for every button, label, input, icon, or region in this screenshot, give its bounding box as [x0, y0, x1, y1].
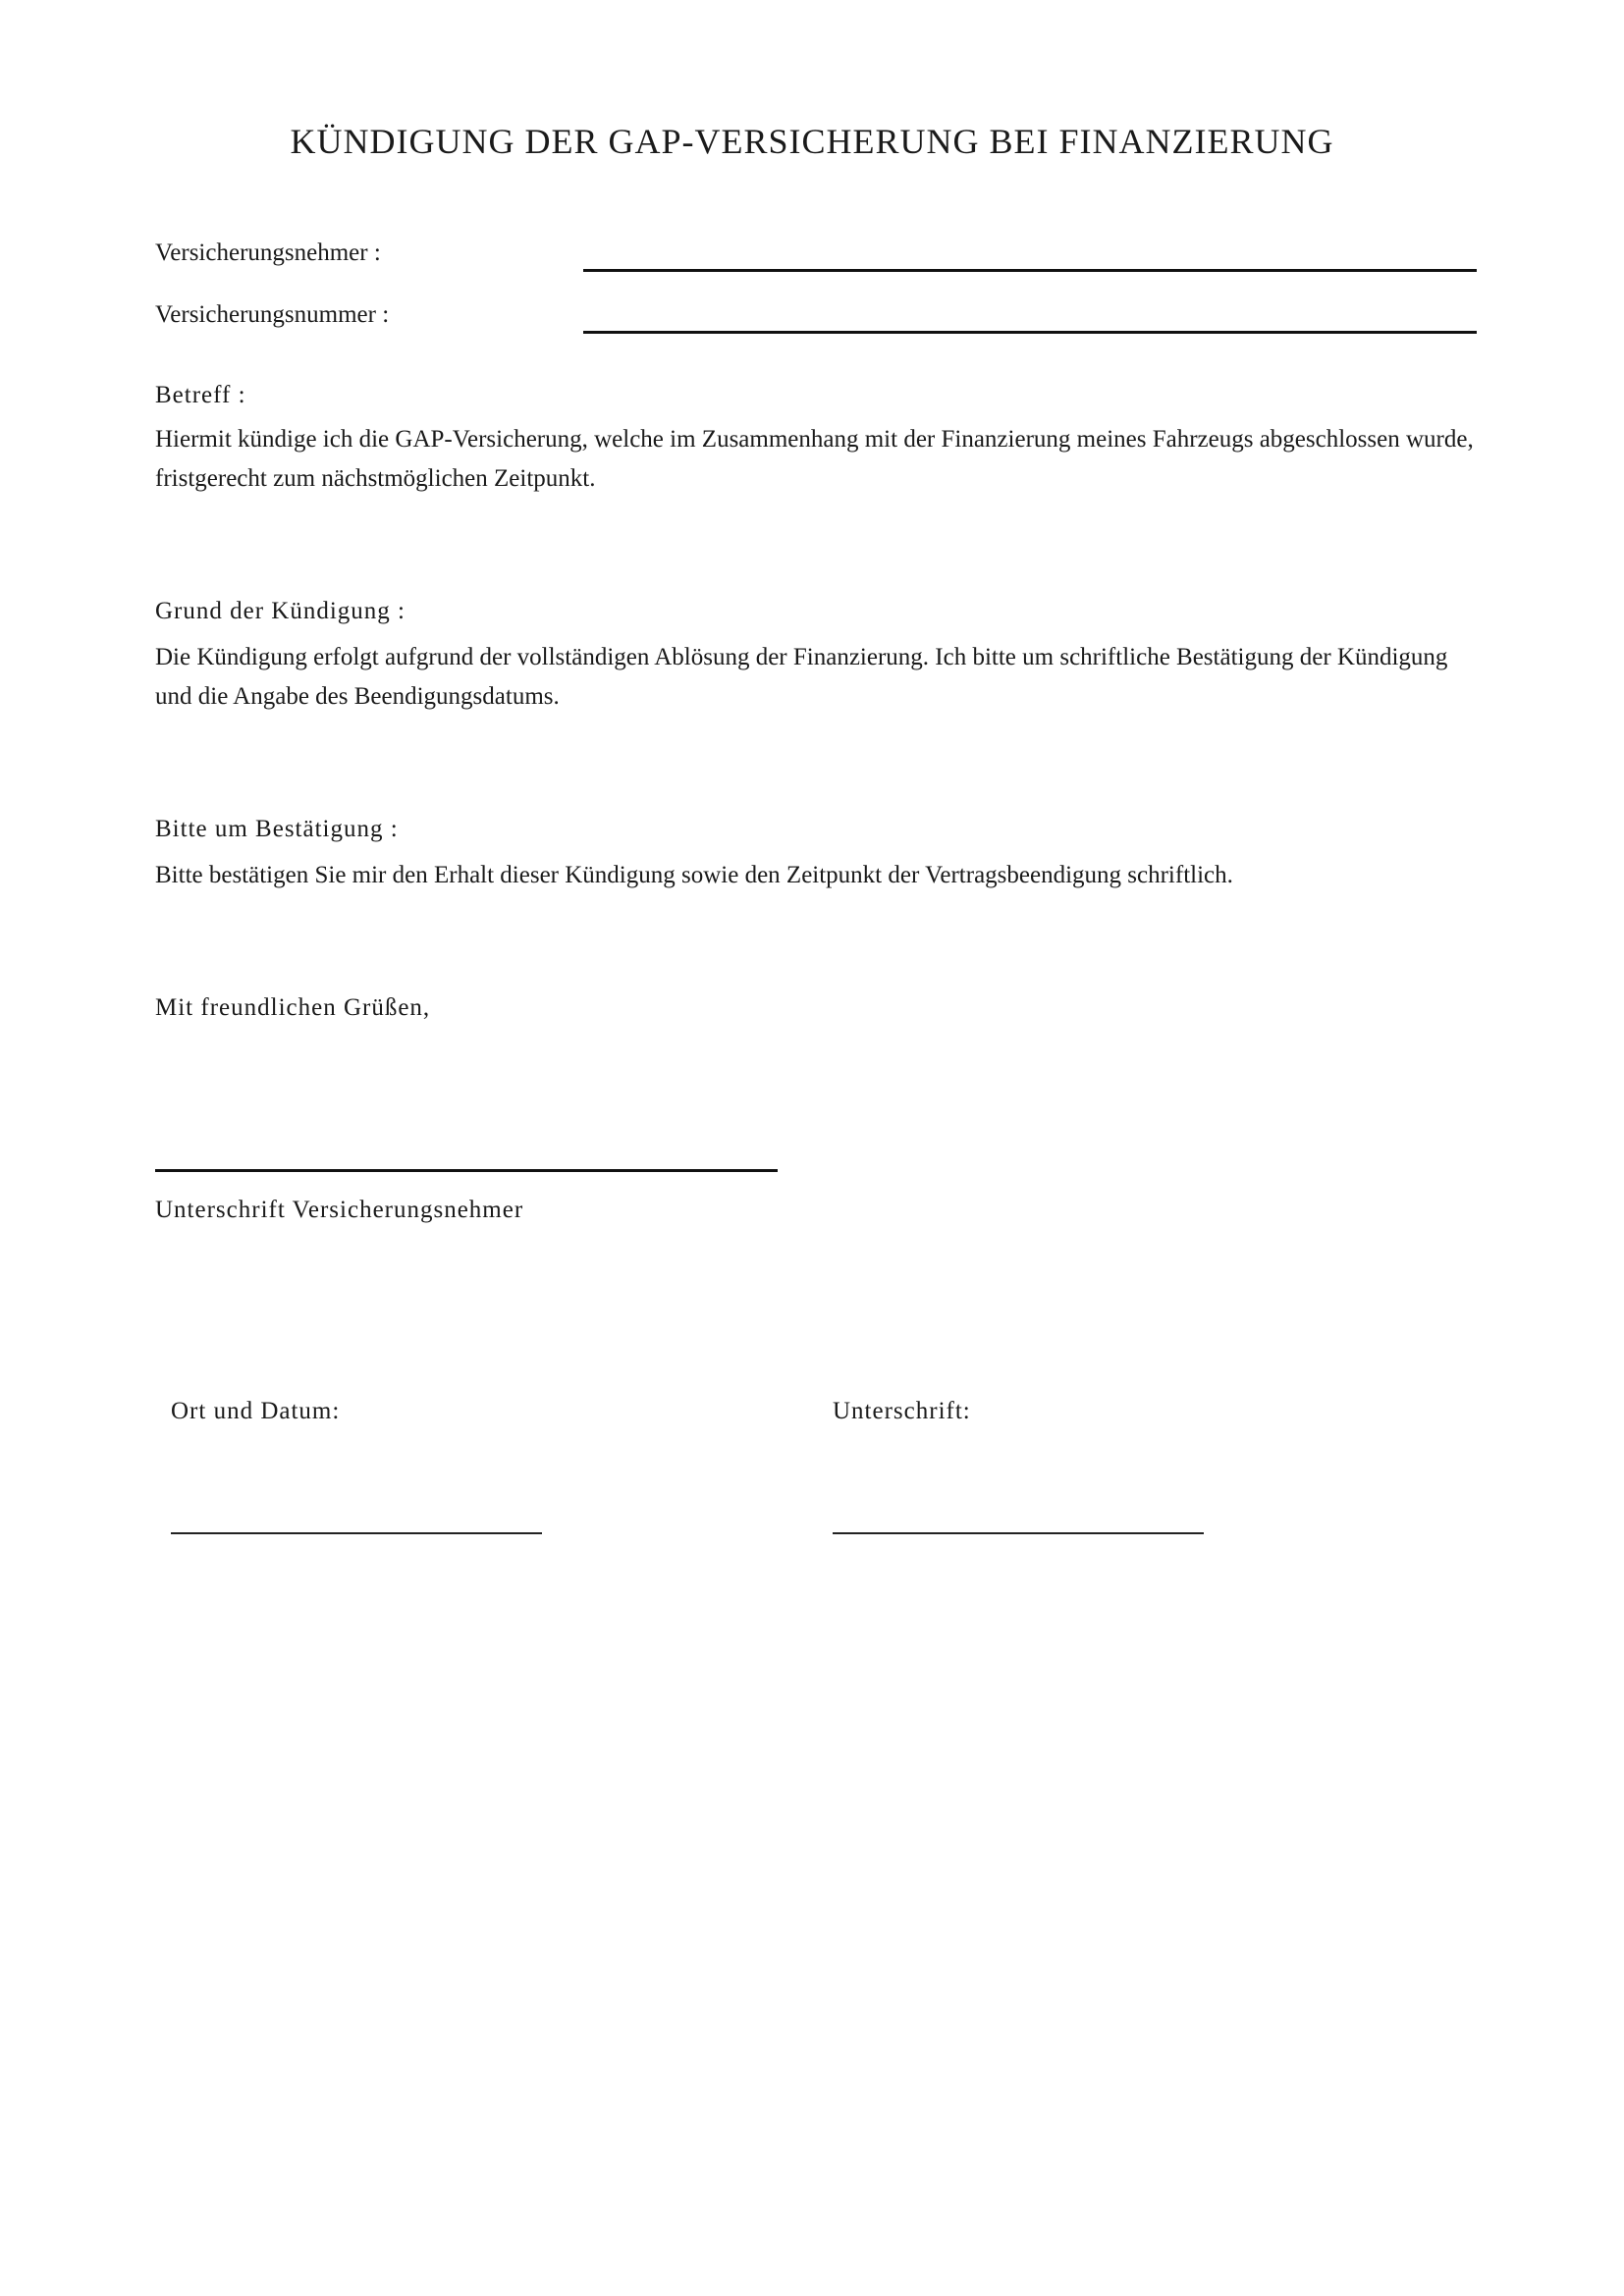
confirmation-text: Bitte bestätigen Sie mir den Erhalt dieser Kündigung sowie den Zeitpunkt der Vertragsbeendigung schriftlich. — [155, 862, 1233, 888]
footer-signature-label: Unterschrift: — [833, 1398, 971, 1424]
policyholder-label: Versicherungsnehmer : — [155, 240, 381, 266]
signature-label: Unterschrift Versicherungsnehmer — [155, 1197, 524, 1223]
policyholder-input-line — [583, 269, 1477, 272]
place-date-line — [171, 1532, 542, 1534]
signature-line — [155, 1169, 778, 1172]
policy-number-input-line — [583, 331, 1477, 334]
subject-heading: Betreff : — [155, 382, 246, 408]
footer-signature-line — [833, 1532, 1204, 1534]
subject-text: Hiermit kündige ich die GAP-Versicherung, welche im Zusammenhang mit der Finanzierung meines Fahrzeugs abgeschlossen wurde, fristgerecht zum nächstmöglichen Zeitpunkt. — [155, 426, 1474, 492]
reason-text: Die Kündigung erfolgt aufgrund der vollständigen Ablösung der Finanzierung. Ich bitte um schriftliche Bestätigung der Kündigung und die Angabe des Beendigungsdatums. — [155, 644, 1448, 710]
document-title: KÜNDIGUNG DER GAP-VERSICHERUNG BEI FINANZIERUNG — [290, 122, 1334, 161]
reason-heading: Grund der Kündigung : — [155, 598, 406, 624]
closing-text: Mit freundlichen Grüßen, — [155, 994, 431, 1021]
confirmation-heading: Bitte um Bestätigung : — [155, 816, 399, 842]
place-date-label: Ort und Datum: — [171, 1398, 341, 1424]
policy-number-label: Versicherungsnummer : — [155, 301, 390, 328]
